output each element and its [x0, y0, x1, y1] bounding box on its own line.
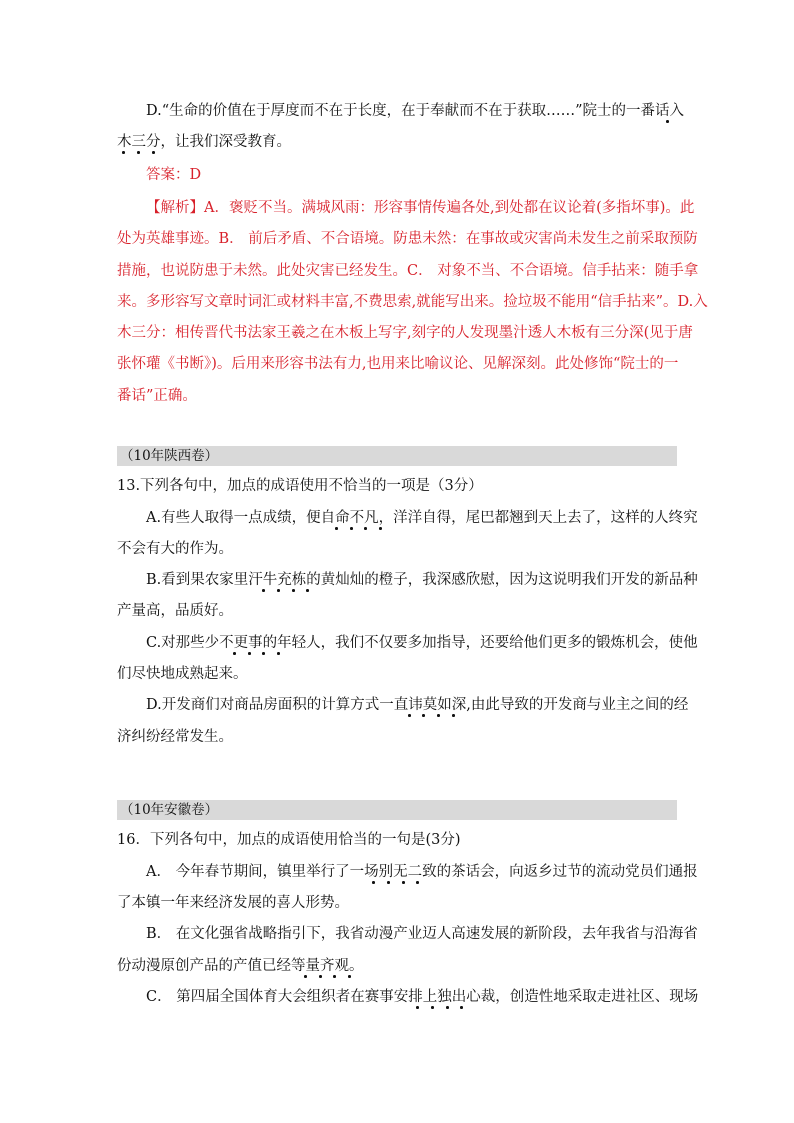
emphasis-dot [408, 714, 411, 717]
option-d-line2: 济纠纷经常发生。 [117, 729, 233, 745]
emphasis-dot [292, 589, 295, 592]
emphasis-dot [262, 652, 265, 655]
source-tag: （10年安徽卷） [117, 800, 677, 820]
option-c-line1: C.对那些少不更事的年轻人，我们不仅要多加指导，还要给他们更多的锻炼机会，使他 [146, 635, 698, 651]
emphasis-dot [277, 652, 280, 655]
analysis-line: 处为英雄事迹。B． 前后矛盾、不合语境。防患未然：在事故或灾害尚未发生之前采取预防 [117, 231, 698, 247]
analysis-line: 来。多形容写文章时词汇或材料丰富,不费思索,就能写出来。捡垃圾不能用“信手拈来”。D.入 [117, 294, 708, 310]
option-c-line2: 们尽快地成熟起来。 [117, 666, 248, 682]
prev-option-d-line2: 木三分，让我们深受教育。 [117, 134, 291, 150]
option-a-line1: A.有些人取得一点成绩，便自命不凡，洋洋自得，尾巴都翘到天上去了，这样的人终究 [146, 510, 698, 526]
option-a-line2: 不会有大的作为。 [117, 541, 233, 557]
option-a-line1: A． 今年春节期间，镇里举行了一场别无二致的茶话会，向返乡过节的流动党员们通报 [146, 864, 698, 880]
analysis-line: 番话”正确。 [117, 388, 197, 404]
emphasis-dot [416, 1006, 419, 1009]
source-tag: （10年陕西卷） [117, 446, 677, 466]
emphasis-dot [122, 151, 125, 154]
emphasis-dot [446, 1006, 449, 1009]
prev-option-d-line1: D.“生命的价值在于厚度而不在于长度，在于奉献而不在于获取……”院士的一番话入 [146, 103, 685, 119]
emphasis-dot [416, 881, 419, 884]
emphasis-dot [152, 151, 155, 154]
emphasis-dot [335, 527, 338, 530]
emphasis-dot [348, 975, 351, 978]
emphasis-dot [137, 151, 140, 154]
emphasis-dot [379, 527, 382, 530]
emphasis-dot [248, 652, 251, 655]
option-d-line1: D.开发商们对商品房面积的计算方式一直讳莫如深,由此导致的开发商与业主之间的经 [146, 697, 689, 713]
analysis-line: 措施，也说防患于未然。此处灾害已经发生。C． 对象不当、不合语境。信手拈来：随手拿 [117, 263, 699, 279]
emphasis-dot [372, 881, 375, 884]
emphasis-dot [437, 714, 440, 717]
analysis-line: 【解析】A．褒贬不当。满城风雨：形容事情传遍各处,到处都在议论着(多指坏事)。此 [146, 200, 695, 216]
emphasis-dot [666, 120, 669, 123]
emphasis-dot [233, 652, 236, 655]
analysis-line: 张怀瓘《书断》)。后用来形容书法有力,也用来比喻议论、见解深刻。此处修饰“院士的一 [117, 356, 679, 372]
emphasis-dot [319, 975, 322, 978]
emphasis-dot [431, 1006, 434, 1009]
emphasis-dot [350, 527, 353, 530]
emphasis-dot [262, 589, 265, 592]
question-stem: 13.下列各句中，加点的成语使用不恰当的一项是（3分） [117, 478, 483, 494]
question-stem: 16．下列各句中，加点的成语使用恰当的一句是(3分) [117, 832, 461, 848]
emphasis-dot [364, 527, 367, 530]
emphasis-dot [402, 881, 405, 884]
analysis-line: 木三分：相传晋代书法家王羲之在木板上写字,刻字的人发现墨汁透人木板有三分深(见于唐 [117, 325, 693, 341]
emphasis-dot [304, 975, 307, 978]
option-b-line2: 产量高，品质好。 [117, 603, 233, 619]
prev-answer: 答案：D [146, 167, 202, 183]
option-b-line1: B.看到果农家里汗牛充栋的黄灿灿的橙子，我深感欣慰，因为这说明我们开发的新品种 [146, 572, 698, 588]
option-b-line2: 份动漫原创产品的产值已经等量齐观。 [117, 958, 364, 974]
option-c-line1: C． 第四届全国体育大会组织者在赛事安排上独出心裁，创造性地采取走进社区、现场 [146, 989, 699, 1005]
emphasis-dot [460, 1006, 463, 1009]
emphasis-dot [333, 975, 336, 978]
emphasis-dot [422, 714, 425, 717]
emphasis-dot [277, 589, 280, 592]
emphasis-dot [306, 589, 309, 592]
emphasis-dot [387, 881, 390, 884]
emphasis-dot [452, 714, 455, 717]
option-b-line1: B． 在文化强省战略指引下，我省动漫产业迈人高速发展的新阶段，去年我省与沿海省 [146, 926, 698, 942]
option-a-line2: 了本镇一年来经济发展的喜人形势。 [117, 895, 349, 911]
